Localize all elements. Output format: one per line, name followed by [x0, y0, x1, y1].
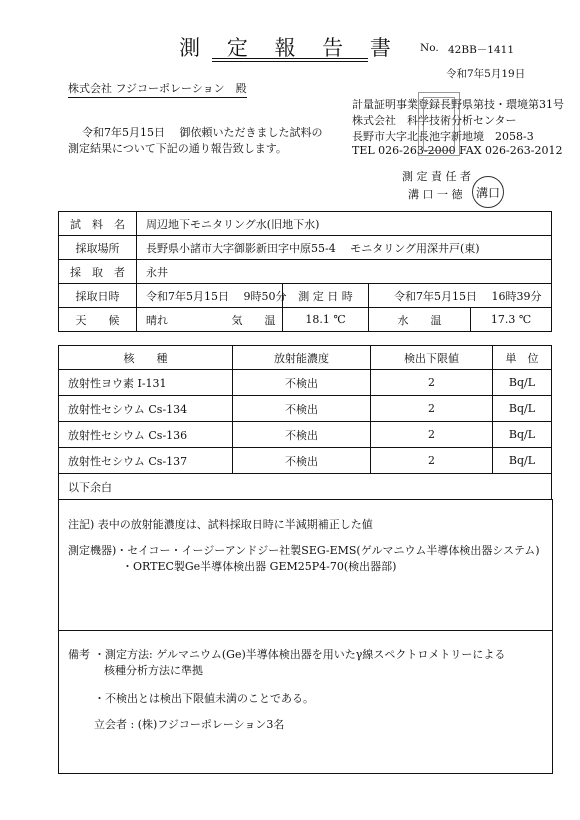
issuer-tel: TEL 026-263-2000 FAX 026-263-2012: [352, 144, 563, 157]
equipment-line-2: ・ORTEC製Ge半導体検出器 GEM25P4-70(検出器部): [122, 560, 397, 573]
row-unit: Bq/L: [508, 454, 536, 467]
client-name: 株式会社 フジコーポレーション 殿: [68, 80, 247, 98]
remarks-line-4: 立会者 : (株)フジコーポレーション3名: [94, 718, 285, 731]
issue-date: 令和7年5月19日: [446, 68, 526, 80]
row-concentration: 不検出: [285, 402, 318, 416]
remarks-line-3: ・不検出とは検出下限値未満のことである。: [94, 692, 314, 705]
remarks-line-1: ・測定方法: ゲルマニウム(Ge)半導体検出器を用いたγ線スペクトロメトリーによる: [94, 648, 506, 661]
blank-below-label: 以下余白: [68, 480, 112, 494]
collection-datetime-label: 採取日時: [75, 289, 120, 303]
row-concentration: 不検出: [285, 428, 318, 442]
collector-label: 採 取 者: [70, 265, 125, 279]
row-nuclide: 放射性セシウム Cs-137: [68, 454, 188, 468]
document-title: 測 定 報 告 書: [179, 36, 401, 60]
intro-line-2: 測定結果について下記の通り報告致します。: [68, 142, 287, 155]
title-underline: [212, 58, 368, 59]
row-unit: Bq/L: [508, 402, 536, 415]
sample-name-value: 周辺地下モニタリング水(旧地下水): [146, 217, 320, 231]
officer-name: 溝 口 一 徳: [408, 188, 463, 201]
sample-name-label: 試 料 名: [70, 217, 125, 231]
row-unit: Bq/L: [508, 428, 536, 441]
officer-label: 測 定 責 任 者: [402, 170, 471, 183]
report-no-label: No.: [420, 42, 439, 54]
collector-value: 永井: [146, 265, 168, 279]
air-temp-label: 気 温: [231, 313, 276, 327]
water-temp-label: 水 温: [397, 313, 442, 327]
intro-line-1: 令和7年5月15日 御依頼いただきました試料の: [82, 126, 323, 139]
issuer-company: 株式会社 科学技術分析センター: [352, 114, 517, 127]
row-concentration: 不検出: [285, 454, 318, 468]
remarks-line-2: 核種分析方法に準拠: [104, 664, 203, 677]
row-detection-limit: 2: [428, 428, 435, 441]
remarks-label: 備考: [68, 648, 90, 661]
report-no: 42BB－1411: [448, 44, 515, 56]
measurement-datetime-value: 令和7年5月15日 16時39分: [394, 289, 542, 303]
issuer-registration-text: 計量証明事業登録長野県第: [352, 98, 484, 111]
row-nuclide: 放射性セシウム Cs-136: [68, 428, 188, 442]
equipment-line-1: 測定機器)・セイコー・イージーアンドジー社製SEG-EMS(ゲルマニウム半導体検出器システム): [68, 544, 540, 557]
remarks-divider: [58, 630, 552, 631]
header-unit: 単 位: [505, 351, 539, 365]
note-text: 注記) 表中の放射能濃度は、試料採取日時に半減期補正した値: [68, 518, 373, 531]
row-detection-limit: 2: [428, 376, 435, 389]
notes-box: [58, 499, 553, 774]
collection-datetime-value: 令和7年5月15日 9時50分: [146, 289, 287, 303]
company-seal: [418, 92, 460, 156]
issuer-registration-suffix: 技・環境第31号: [484, 98, 564, 111]
weather-value: 晴れ: [146, 313, 168, 327]
issuer-address: 長野市大字北長池字新地境 2058-3: [352, 130, 534, 143]
header-detection-limit: 検出下限値: [404, 351, 459, 365]
sampling-site-label: 採取場所: [75, 241, 120, 255]
row-detection-limit: 2: [428, 454, 435, 467]
water-temp-value: 17.3 ℃: [490, 313, 532, 326]
row-nuclide: 放射性ヨウ素 I-131: [68, 376, 167, 390]
sampling-site-value: 長野県小諸市大字御影新田字中原55-4 モニタリング用深井戸(東): [146, 241, 480, 255]
weather-label: 天 候: [75, 313, 120, 327]
row-nuclide: 放射性セシウム Cs-134: [68, 402, 188, 416]
row-concentration: 不検出: [285, 376, 318, 390]
title-underline-2: [212, 61, 368, 62]
row-unit: Bq/L: [508, 376, 536, 389]
header-nuclide: 核 種: [123, 351, 168, 365]
officer-seal: 溝口: [472, 176, 504, 208]
air-temp-value: 18.1 ℃: [305, 313, 346, 326]
header-concentration: 放射能濃度: [274, 351, 329, 365]
measurement-datetime-label: 測 定 日 時: [298, 289, 353, 303]
row-detection-limit: 2: [428, 402, 435, 415]
